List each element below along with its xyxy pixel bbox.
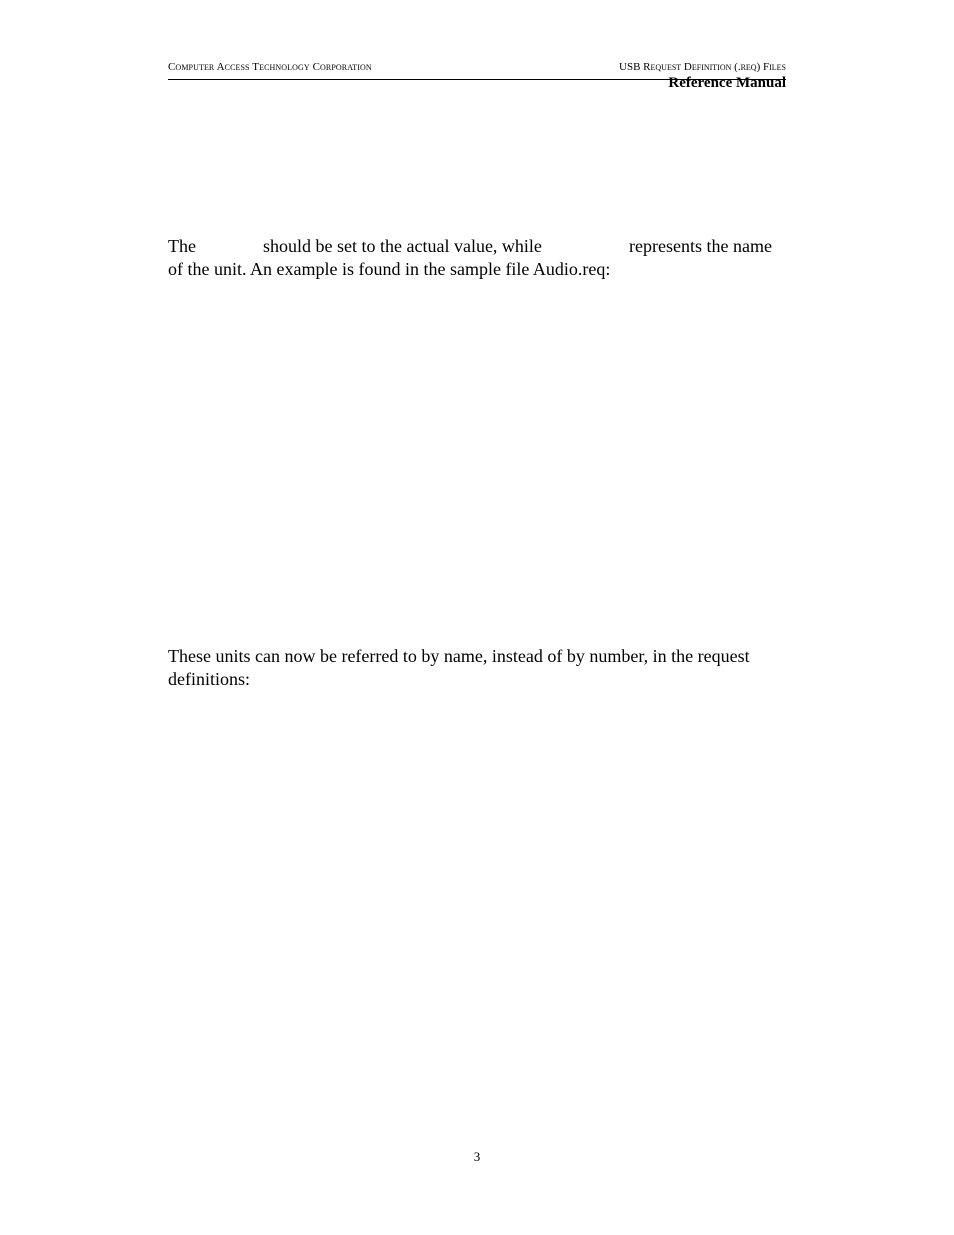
- text-segment: represents the name: [629, 236, 772, 256]
- header-company: Computer Access Technology Corporation: [168, 61, 372, 73]
- paragraph-line: of the unit. An example is found in the sample file Audio.req:: [168, 259, 611, 279]
- text-segment: should be set to the actual value, while: [263, 236, 542, 256]
- paragraph-line: [168, 235, 786, 258]
- paragraph-unit-value: [168, 235, 786, 281]
- page-number: 3: [473, 1149, 481, 1164]
- header-document-title: USB Request Definition (.req) Files: [619, 61, 786, 73]
- header-manual-title: Reference Manual: [668, 75, 786, 91]
- paragraph-line: These units can now be referred to by name, instead of by number, in the request: [168, 646, 750, 666]
- paragraph-units-by-name: [168, 645, 786, 691]
- text-segment: The: [168, 236, 196, 256]
- paragraph-line: definitions:: [168, 669, 250, 689]
